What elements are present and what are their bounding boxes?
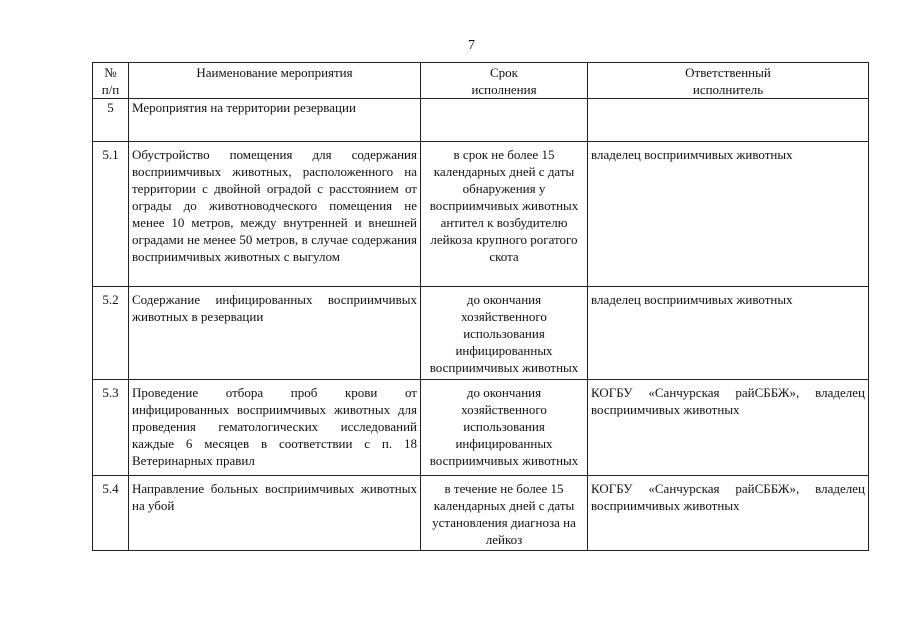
header-responsible <box>588 63 869 99</box>
row-measure-name: Проведение отбора проб крови от инфицированных восприимчивых животных для проведения гематологических исследований каждые 6 месяцев в соответствии с п. 18 Ветеринарных правил <box>129 380 421 476</box>
row-term: до окончания хозяйственного использования инфицированных восприимчивых животных <box>421 287 588 380</box>
header-name-label: Наименование мероприятия <box>196 65 353 80</box>
header-name <box>129 63 421 99</box>
row-responsible: владелец восприимчивых животных <box>588 142 869 287</box>
row-number: 5.3 <box>93 380 129 476</box>
section-term-cell <box>421 99 588 142</box>
row-term: до окончания хозяйственного использования инфицированных восприимчивых животных <box>421 380 588 476</box>
row-responsible: владелец восприимчивых животных <box>588 287 869 380</box>
table-row <box>93 380 869 476</box>
section-number: 5 <box>93 99 129 142</box>
header-responsible-line1: Ответственный <box>685 65 771 80</box>
row-term: в срок не более 15 календарных дней с даты обнаружения у восприимчивых животных антител к возбудителю лейкоза крупного рогатого скота <box>421 142 588 287</box>
row-measure-name: Обустройство помещения для содержания восприимчивых животных, расположенного на территории с двойной оградой с расстоянием от ограды до животноводческого помещения не менее 10 метров, между внутренней и внешней оградами не менее 50 метров, в случае содержания восприимчивых животных с выгулом <box>129 142 421 287</box>
measures-table <box>92 62 869 551</box>
row-measure-name: Содержание инфицированных восприимчивых животных в резервации <box>129 287 421 380</box>
header-term-line2: исполнения <box>471 82 537 97</box>
section-title: Мероприятия на территории резервации <box>129 99 421 142</box>
header-number <box>93 63 129 99</box>
header-number-abbrev: п/п <box>101 82 120 97</box>
table-row <box>93 476 869 551</box>
row-number: 5.4 <box>93 476 129 551</box>
header-number-symbol: № <box>104 65 117 80</box>
page-number: 7 <box>468 38 475 53</box>
table-header-row <box>93 63 869 99</box>
row-number: 5.2 <box>93 287 129 380</box>
table-row <box>93 142 869 287</box>
row-term: в течение не более 15 календарных дней с даты установления диагноза на лейкоз <box>421 476 588 551</box>
header-term-line1: Срок <box>490 65 518 80</box>
header-responsible-line2: исполнитель <box>692 82 764 97</box>
section-row <box>93 99 869 142</box>
row-number: 5.1 <box>93 142 129 287</box>
header-term <box>421 63 588 99</box>
row-measure-name: Направление больных восприимчивых животных на убой <box>129 476 421 551</box>
row-responsible: КОГБУ «Санчурская райСББЖ», владелец восприимчивых животных <box>588 476 869 551</box>
table-row <box>93 287 869 380</box>
row-responsible: КОГБУ «Санчурская райСББЖ», владелец восприимчивых животных <box>588 380 869 476</box>
section-responsible-cell <box>588 99 869 142</box>
